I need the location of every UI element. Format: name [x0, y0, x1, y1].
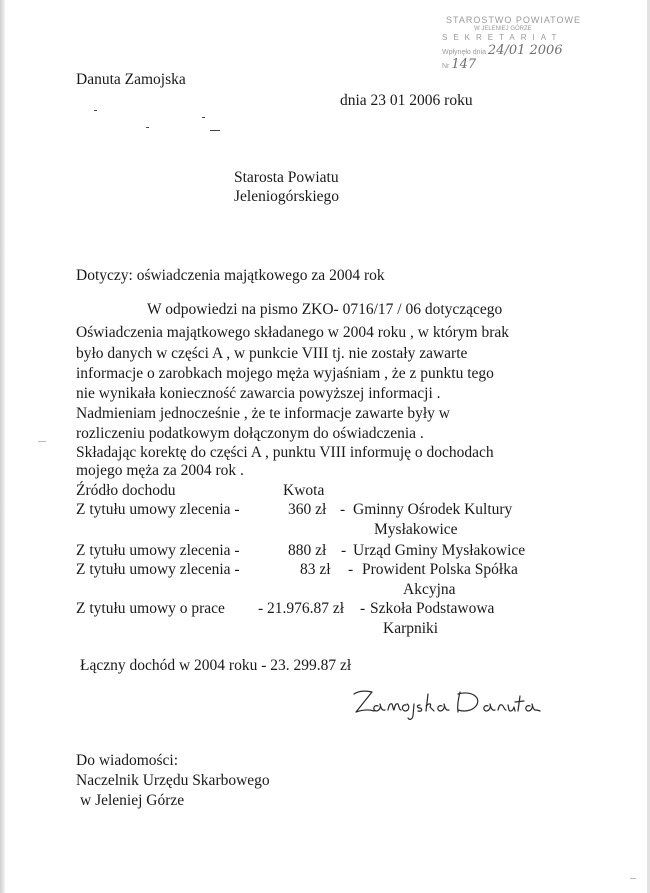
income-row-separator: - — [348, 561, 354, 578]
income-row-payer: Szkoła Podstawowa — [370, 600, 495, 617]
income-row-separator: - — [341, 542, 347, 559]
stamp-number — [442, 59, 476, 72]
stamp-line-3: SEKRETARIAT — [442, 33, 563, 42]
income-row-payer-cont: Akcyjna — [403, 581, 456, 598]
body-line: Nadmieniam jednocześnie , że te informacje zawarte były w — [76, 405, 450, 422]
body-line: W odpowiedzi na pismo ZKO- 0716/17 / 06 dotyczącego — [147, 301, 503, 318]
income-row-payer: Urząd Gminy Mysłakowice — [353, 542, 526, 559]
income-header-amount: Kwota — [283, 482, 325, 499]
income-row-separator: - — [340, 501, 346, 518]
handwritten-signature — [350, 686, 550, 726]
body-line: rozliczeniu podatkowym dołączonym do oświadczenia . — [76, 425, 424, 442]
scan-mark — [146, 127, 149, 128]
body-line: Oświadczenia majątkowego składanego w 2004 roku , w którym brak — [76, 324, 510, 341]
stamp-number-value: 147 — [451, 57, 477, 72]
income-row-amount: 880 zł — [288, 542, 327, 559]
income-row-payer-cont: Karpniki — [383, 620, 439, 637]
cc-line-2: w Jeleniej Górze — [80, 792, 185, 809]
cc-line-1: Naczelnik Urzędu Skarbowego — [76, 772, 270, 789]
recipient-line-1: Starosta Powiatu — [234, 169, 339, 186]
income-row-amount: 360 zł — [288, 501, 327, 518]
body-line: Składając korektę do części A , punktu VIII informuję o dochodach — [76, 444, 494, 461]
letter-date: dnia 23 01 2006 roku — [340, 92, 473, 109]
body-line: mojego męża za 2004 rok . — [76, 462, 244, 479]
income-row-amount: - 21.976.87 zł — [258, 600, 345, 617]
income-row-payer: Gminny Ośrodek Kultury — [353, 501, 513, 518]
signature-text: Zamojska Danuta — [350, 725, 358, 726]
stamp-number-label: Nr — [442, 63, 450, 70]
cc-heading: Do wiadomości: — [76, 752, 179, 769]
total-income: Łączny dochód w 2004 roku - 23. 299.87 zł — [80, 657, 352, 674]
stamp-line-1: STAROSTWO POWIATOWE — [446, 15, 581, 25]
subject-line: Dotyczy: oświadczenia majątkowego za 2004 rok — [76, 267, 385, 284]
income-row-source: Z tytułu umowy zlecenia - — [76, 561, 240, 578]
income-row-source: Z tytułu umowy o prace — [76, 600, 225, 617]
registry-stamp — [440, 15, 610, 75]
recipient-line-2: Jeleniogórskiego — [234, 188, 340, 205]
scan-mark — [38, 441, 46, 442]
income-header-source: Źródło dochodu — [76, 482, 176, 499]
scan-mark — [202, 117, 205, 118]
income-row-amount: 83 zł — [300, 561, 331, 578]
stamp-received-label: Wpłynęło dnia — [442, 49, 486, 56]
sender-name: Danuta Zamojska — [76, 71, 186, 88]
income-row-payer-cont: Mysłakowice — [374, 521, 458, 538]
income-row-source: Z tytułu umowy zlecenia - — [76, 542, 240, 559]
body-line: informacje o zarobkach mojego męża wyjaśniam , że z punktu tego — [76, 365, 494, 382]
scan-edge-left — [0, 0, 5, 893]
income-row-source: Z tytułu umowy zlecenia - — [76, 501, 240, 518]
income-row-separator: - — [360, 600, 366, 617]
stamp-line-2: W JELENIEJ GÓRZE — [474, 26, 532, 32]
body-line: nie wynikała konieczność zawarcia powyższej informacji . — [76, 385, 441, 402]
scan-mark — [94, 110, 97, 111]
stamp-received-value: 24/01 2006 — [487, 43, 563, 58]
body-line: było danych w części A , w punkcie VIII tj. nie zostały zawarte — [76, 345, 468, 362]
scan-mark — [630, 878, 636, 879]
scan-mark — [210, 130, 220, 131]
income-row-payer: Prowident Polska Spółka — [362, 561, 518, 578]
